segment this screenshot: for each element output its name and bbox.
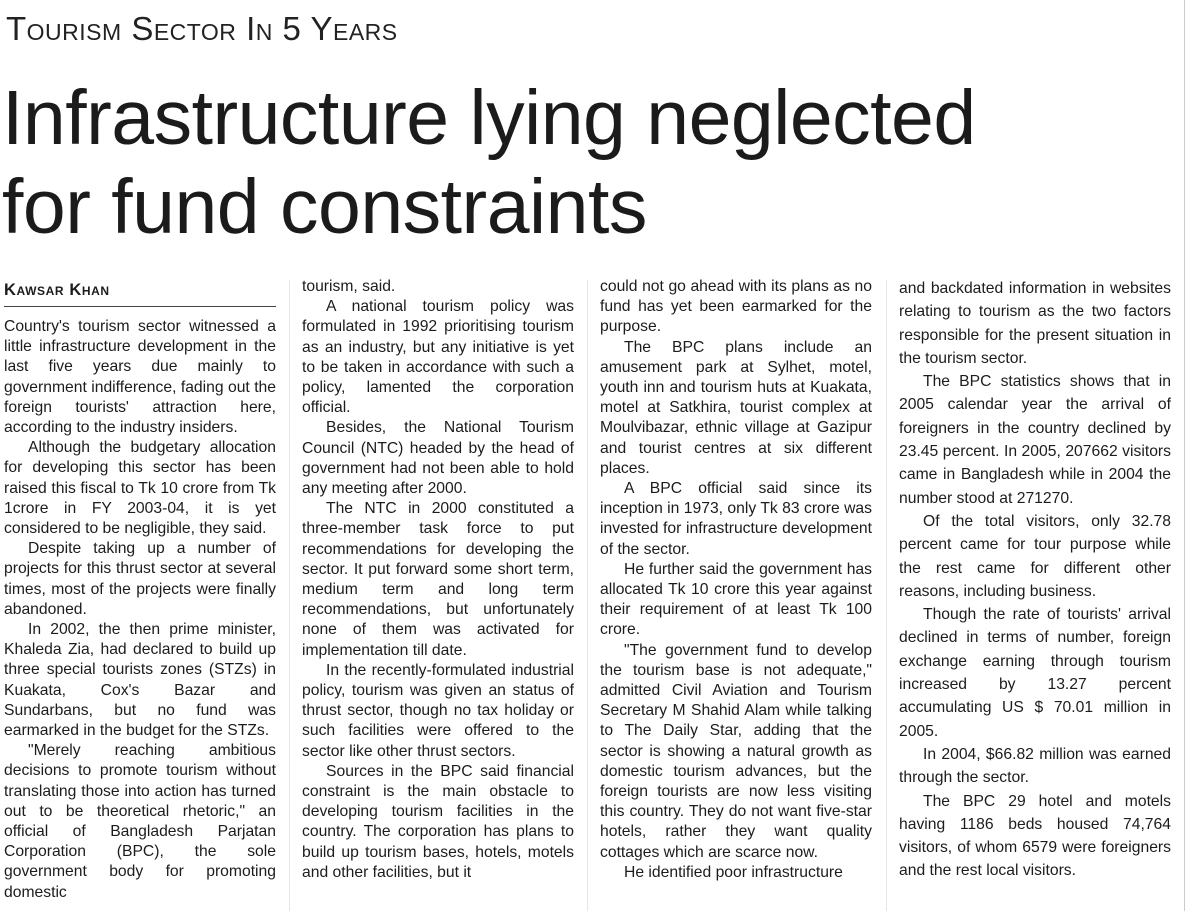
article-column-2: [302, 277, 574, 883]
column-divider: [289, 280, 290, 911]
paragraph: A national tourism policy was formulated in 1992 prioritising tourism as an industry, but any initiative is yet to be taken in accordance with such a policy, lamented the corporation official.: [302, 298, 574, 417]
paragraph: Country's tourism sector witnessed a little infrastructure development in the last five years due mainly to government indifference, fading out the foreign tourists' attraction here, according to the industry insiders.: [4, 318, 276, 437]
kicker-text: Tourism Sector In 5 Years: [6, 10, 398, 47]
paragraph: Despite taking up a number of projects for this thrust sector at several times, most of the projects were finally abandoned.: [4, 540, 276, 618]
headline: [2, 74, 976, 252]
paragraph: could not go ahead with its plans as no fund has yet been earmarked for the purpose.: [600, 278, 872, 336]
page-edge-rule: [1184, 0, 1185, 911]
paragraph: "The government fund to develop the tourism base is not adequate," admitted Civil Aviation and Tourism Secretary M Shahid Alam while talking to The Daily Star, adding that the sector is showing a natural growth as domestic tourism advances, but the foreign tourists are now less visiting this country. They do not want five-star hotels, rather they want quality cottages which are scarce now.: [600, 641, 872, 861]
paragraph: In the recently-formulated industrial policy, tourism was given an status of thrust sector, though no tax holiday or such facilities were offered to the sector like other thrust sectors.: [302, 661, 574, 760]
paragraph: A BPC official said since its inception in 1973, only Tk 83 crore was invested for infrastructure development of the sector.: [600, 480, 872, 558]
article-column-4: [899, 277, 1171, 883]
paragraph: He identified poor infrastructure: [624, 863, 843, 881]
column-divider: [886, 280, 887, 911]
column-divider: [587, 280, 588, 911]
paragraph: and backdated information in websites relating to tourism as the two factors responsible for the present situation in the tourism sector.: [899, 280, 1171, 367]
paragraph: The BPC statistics shows that in 2005 calendar year the arrival of foreigners in the country declined by 23.45 percent. In 2005, 207662 visitors came in Bangladesh while in 2004 the number stood at 271270.: [899, 373, 1171, 507]
headline-line-2: for fund constraints: [2, 164, 647, 250]
paragraph: Though the rate of tourists' arrival declined in terms of number, foreign exchange earning through tourism increased by 13.27 percent accumulating US $ 70.01 million in 2005.: [899, 606, 1171, 740]
paragraph: In 2002, the then prime minister, Khaleda Zia, had declared to build up three special tourists zones (STZs) in Kuakata, Cox's Bazar and Sundarbans, but no fund was earmarked in the budget for the STZs.: [4, 621, 276, 740]
headline-line-1: Infrastructure lying neglected: [2, 75, 976, 161]
paragraph: The NTC in 2000 constituted a three-member task force to put recommendations for developing the sector. It put forward some short term, medium term and long term recommendations, but unfortunately none of them was activated for implementation till date.: [302, 500, 574, 659]
paragraph: tourism, said.: [302, 278, 396, 295]
paragraph: Sources in the BPC said financial constraint is the main obstacle to developing tourism facilities in the country. The corporation has plans to build up tourism bases, hotels, motels and other facilities, but it: [302, 762, 574, 881]
article-column-3: [600, 277, 872, 883]
byline-author: Kawsar Khan: [4, 281, 110, 299]
byline: [4, 277, 276, 307]
paragraph: "Merely reaching ambitious decisions to promote tourism without translating those into action has turned out to be theoretical rhetoric," an official of Bangladesh Parjatan Corporation (BPC), the sole government body for promoting domestic: [4, 742, 276, 901]
paragraph: Of the total visitors, only 32.78 percent came for tour purpose while the rest came for different other reasons, including business.: [899, 512, 1171, 600]
paragraph: Although the budgetary allocation for developing this sector has been raised this fiscal to Tk 10 crore from Tk 1crore in FY 2003-04, it is yet considered to be negligible, they said.: [4, 439, 276, 538]
paragraph: In 2004, $66.82 million was earned through the sector.: [899, 745, 1171, 787]
paragraph: Besides, the National Tourism Council (NTC) headed by the head of government had not been able to hold any meeting after 2000.: [302, 419, 574, 498]
section-kicker: [6, 10, 398, 48]
article-column-1: [4, 277, 276, 903]
paragraph: The BPC plans include an amusement park at Sylhet, motel, youth inn and tourism huts at Kuakata, motel at Satkhira, tourist complex at Moulvibazar, ethnic village at Gazipur and tourist centres at six different places.: [600, 338, 872, 477]
paragraph: The BPC 29 hotel and motels having 1186 beds housed 74,764 visitors, of whom 6579 were foreigners and the rest local visitors.: [899, 792, 1171, 880]
paragraph: He further said the government has allocated Tk 10 crore this year against their requirement of at least Tk 100 crore.: [600, 560, 872, 639]
